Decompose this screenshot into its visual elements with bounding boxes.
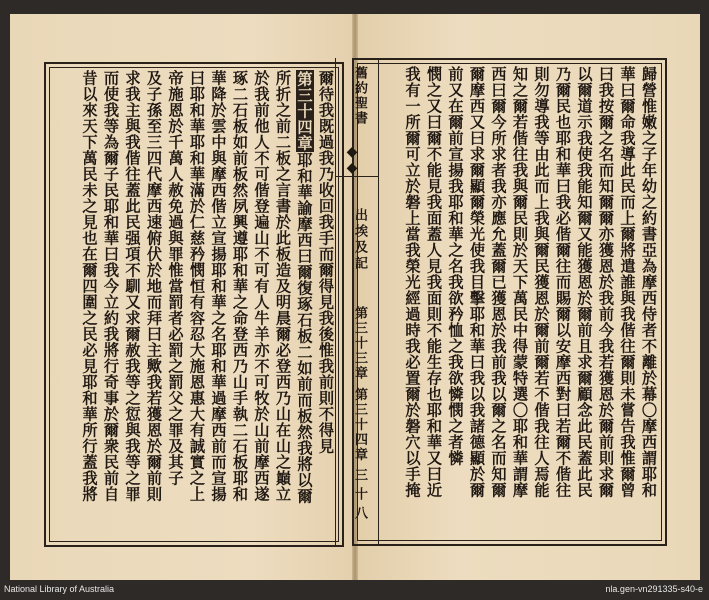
footer-left: National Library of Australia — [4, 584, 115, 594]
text-column: 琢二石板如前板然夙興遵耶和華之命登西乃山手執二石板耶和 — [231, 70, 249, 502]
text-column: 帝施恩於千萬人赦免過與罪惟當罰者必罰之罰父之罪及其子 — [166, 70, 185, 486]
text-column: 歸營惟嫩之子年幼之約書亞為摩西侍者不離於幕〇摩西謂耶和 — [640, 66, 658, 498]
chapter-range: 第三十三章 第三十四章 — [352, 306, 367, 463]
text-column: 憫之又曰爾不能見我面蓋人見我面則不能生存也耶和華又曰近 — [425, 66, 443, 498]
text-column: 而使我等為爾子民耶和華曰我今立約我將行奇事於爾衆民前自 — [102, 70, 120, 502]
left-page-text — [78, 70, 336, 542]
book-title: 舊約聖書 — [352, 66, 367, 126]
chapter-heading-marker: 第三十四章 — [295, 71, 314, 151]
text-column: 於我前他人不可偕登遍山不可有人牛羊亦不可牧於山前摩西遂 — [252, 70, 271, 502]
text-column: 爾摩西又曰求爾顯爾榮光使我目擊耶和華曰我以我諸德顯於爾 — [468, 66, 486, 498]
text-column: 前又在爾前宣揚我耶和華之名我欲矜恤之我欲憐憫之者憐 — [446, 66, 465, 466]
text-column: 華曰爾命我導此民而上爾將遣誰與我偕往爾則未嘗告我惟爾曾 — [618, 66, 637, 498]
right-page-frame — [352, 58, 667, 546]
text-column: 曰耶和華耶和華滿於仁慈矜憫恒有容忍大施恩惠大有誠實之上 — [188, 70, 206, 502]
text-column: 昔以來天下萬民未之見也在爾四圍之民必見耶和華所行蓋我將 — [80, 70, 99, 502]
text-column: 及子孫至三四代摩西速俯伏於地而拜曰主歟我若獲恩於爾前則 — [145, 70, 163, 502]
text-column: 則勿導我等由此而上我與爾民獲恩於爾前爾若不偕我往人焉能 — [532, 66, 551, 498]
text-column: 華降於雲中與摩西偕立宣揚耶和華之名耶和華過摩西前而宣揚 — [209, 70, 228, 502]
text-column: 知之爾若偕往我與爾民則於天下萬民中得蒙特選〇耶和華謂摩 — [511, 66, 529, 498]
text-column: 求我主與我偕往蓋此民强項不馴又求爾赦我等之愆與我等之罪 — [123, 70, 142, 502]
footer-right: nla.gen-vn291335-s40-e — [605, 584, 703, 594]
running-head-banner — [335, 58, 379, 546]
text-column: 西曰爾今所求者我亦應允蓋爾已獲恩於我前我以爾之名而知爾 — [489, 66, 508, 498]
text-column: 第三十四章耶和華諭摩西曰爾復琢石板二如前而板然我將以爾 — [295, 71, 314, 504]
text-column: 曰我按爾之名而知爾爾亦獲恩於我前今我若獲恩於爾前則求爾 — [597, 66, 615, 498]
text-column: 我有一所爾可立於磐上當我榮光經過時我必置爾於磐穴以手掩 — [403, 66, 422, 498]
text-column: 乃爾民也耶和華曰我必偕爾往而賜爾以安摩西對曰若爾不偕往 — [554, 66, 572, 498]
left-page-frame — [44, 62, 344, 547]
section-title: 出埃及記 — [352, 208, 367, 272]
right-page-text — [401, 66, 659, 538]
text-column: 以爾道示我使我能知爾又能獲恩於爾前且求爾顧念此民蓋此民 — [575, 66, 594, 498]
text-column: 爾待我既過我乃收回我手而爾得見我後惟我前則不得見 — [317, 70, 335, 454]
page-number: 三十八 — [352, 468, 367, 525]
ornament: ◆◆ — [344, 144, 360, 176]
text-column: 所折之前二板之言書於此板造及明晨爾必登西乃山在山之巔立 — [274, 70, 292, 502]
